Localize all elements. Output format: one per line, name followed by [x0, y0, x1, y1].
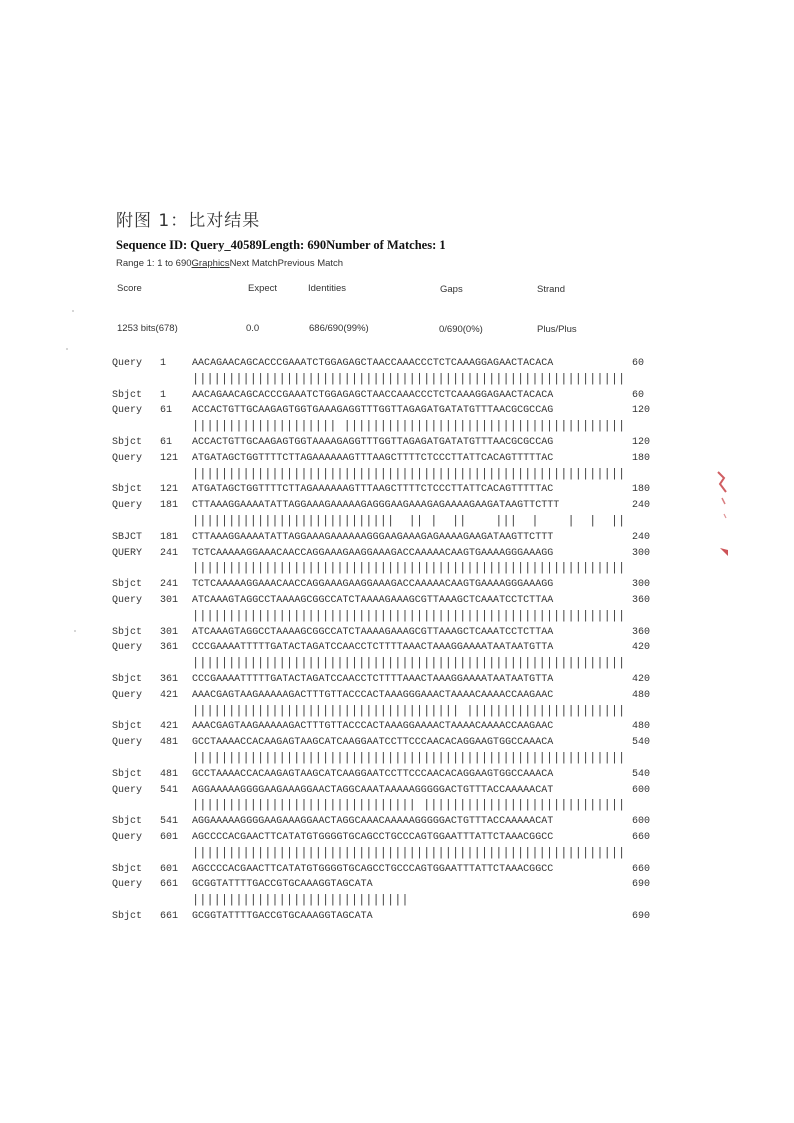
query-sequence: ATCAAAGTAGGCCTAAAAGCGGCCATCTAAAAGAAAGCGTTAAAGCTCAAATCCTCTTAA — [192, 594, 554, 606]
stats-value-score: 1253 bits(678) — [117, 323, 178, 334]
subject-label: Sbjct — [112, 626, 143, 638]
subject-sequence: AGCCCCACGAACTTCATATGTGGGGTGCAGCCTGCCCAGTGGAATTTATTCTAAACGGCC — [192, 863, 554, 875]
query-label: QUERY — [112, 547, 143, 559]
query-label: Query — [112, 689, 143, 701]
query-label: Query — [112, 500, 143, 512]
query-start: 661 — [160, 879, 179, 891]
query-label: Query — [112, 642, 143, 654]
query-sequence: GCGGTATTTTGACCGTGCAAAGGTAGCATA — [192, 879, 373, 891]
subject-label: Sbjct — [112, 579, 143, 591]
query-end: 300 — [632, 547, 651, 559]
subject-end: 420 — [632, 673, 651, 685]
query-start: 481 — [160, 737, 179, 749]
match-line: |||||||||||||||||||||||||||| || | || ||| | | | || — [192, 513, 633, 528]
match-line: |||||||||||||||||||||||||||||||||||||||||||||||||||||||||||| — [192, 561, 626, 576]
query-start: 181 — [160, 500, 179, 512]
query-end: 240 — [632, 500, 651, 512]
stats-value-strand: Plus/Plus — [537, 324, 577, 335]
subject-end: 600 — [632, 816, 651, 828]
subject-start: 181 — [160, 531, 179, 543]
subject-label: Sbjct — [112, 863, 143, 875]
subject-start: 541 — [160, 816, 179, 828]
range-text: Range 1: 1 to 690 — [116, 258, 192, 269]
range-line — [116, 258, 343, 269]
query-start: 421 — [160, 689, 179, 701]
query-label: Query — [112, 784, 143, 796]
query-start: 541 — [160, 784, 179, 796]
subject-sequence: GCGGTATTTTGACCGTGCAAAGGTAGCATA — [192, 910, 373, 922]
subject-end: 60 — [632, 389, 645, 401]
scan-mark-icon — [712, 470, 732, 560]
subject-start: 661 — [160, 910, 179, 922]
scan-speck — [66, 348, 68, 350]
stats-header-gaps: Gaps — [440, 284, 463, 295]
match-nav-links[interactable]: Next MatchPrevious Match — [229, 258, 344, 269]
subject-label: Sbjct — [112, 910, 143, 922]
subject-end: 480 — [632, 721, 651, 733]
subject-start: 1 — [160, 389, 167, 401]
query-end: 420 — [632, 642, 651, 654]
subject-label: Sbjct — [112, 768, 143, 780]
query-start: 601 — [160, 831, 179, 843]
subject-label: Sbjct — [112, 721, 143, 733]
subject-sequence: ATGATAGCTGGTTTTCTTAGAAAAAAGTTTAAGCTTTTCTCCCTTATTCACAGTTTTTAC — [192, 484, 554, 496]
stats-value-expect: 0.0 — [246, 323, 260, 334]
query-end: 180 — [632, 452, 651, 464]
match-line: |||||||||||||||||||||||||||||||||||||||||||||||||||||||||||| — [192, 845, 626, 860]
subject-end: 180 — [632, 484, 651, 496]
stats-value-identities: 686/690(99%) — [309, 323, 369, 334]
query-start: 361 — [160, 642, 179, 654]
subject-end: 540 — [632, 768, 651, 780]
subject-label: Sbjct — [112, 673, 143, 685]
scan-speck — [72, 310, 74, 312]
query-label: Query — [112, 737, 143, 749]
subject-end: 120 — [632, 436, 651, 448]
subject-sequence: TCTCAAAAAGGAAACAACCAGGAAAGAAGGAAAGACCAAAAACAAGTGAAAAGGGAAAGG — [192, 579, 554, 591]
query-start: 121 — [160, 452, 179, 464]
query-end: 120 — [632, 405, 651, 417]
query-label: Query — [112, 594, 143, 606]
subject-sequence: CCCGAAAATTTTTGATACTAGATCCAACCTCTTTTAAACTAAAGGAAAATAATAATGTTA — [192, 673, 554, 685]
subject-start: 361 — [160, 673, 179, 685]
query-label: Query — [112, 405, 143, 417]
subject-end: 360 — [632, 626, 651, 638]
match-line: ||||||||||||||||||||||||||||||| |||||||||||||||||||||||||||| — [192, 798, 626, 813]
query-end: 690 — [632, 879, 651, 891]
query-sequence: AGGAAAAAGGGGAAGAAAGGAACTAGGCAAATAAAAAGGGGGACTGTTTACCAAAAACAT — [192, 784, 554, 796]
subject-end: 240 — [632, 531, 651, 543]
query-sequence: CCCGAAAATTTTTGATACTAGATCCAACCTCTTTTAAACTAAAGGAAAATAATAATGTTA — [192, 642, 554, 654]
subject-label: SBJCT — [112, 531, 143, 543]
match-line: |||||||||||||||||||||||||||||||||||||||||||||||||||||||||||| — [192, 656, 626, 671]
query-start: 241 — [160, 547, 179, 559]
scan-speck — [74, 630, 76, 632]
query-label: Query — [112, 358, 143, 369]
subject-sequence: AGGAAAAAGGGGAAGAAAGGAACTAGGCAAACAAAAAGGGGGACTGTTTACCAAAAACAT — [192, 816, 554, 828]
subject-start: 481 — [160, 768, 179, 780]
subject-end: 660 — [632, 863, 651, 875]
subject-label: Sbjct — [112, 436, 143, 448]
query-sequence: TCTCAAAAAGGAAACAACCAGGAAAGAAGGAAAGACCAAAAACAAGTGAAAAGGGAAAGG — [192, 547, 554, 559]
subject-sequence: ACCACTGTTGCAAGAGTGGTAAAAGAGGTTTGGTTAGAGATGATATGTTTAACGCGCCAG — [192, 436, 554, 448]
subject-sequence: CTTAAAGGAAAATATTAGGAAAGAAAAAAGGGAAGAAAGAGAAAAGAAGATAAGTTCTTT — [192, 531, 554, 543]
match-line: |||||||||||||||||||||||||||||||||||||||||||||||||||||||||||| — [192, 466, 626, 481]
query-start: 61 — [160, 405, 173, 417]
query-end: 360 — [632, 594, 651, 606]
subject-start: 241 — [160, 579, 179, 591]
query-end: 60 — [632, 358, 645, 369]
match-line: |||||||||||||||||||||||||||||||||||||||||||||||||||||||||||| — [192, 371, 626, 386]
subject-end: 300 — [632, 579, 651, 591]
query-sequence: GCCTAAAACCACAAGAGTAAGCATCAAGGAATCCTTCCCAACACAGGAAGTGGCCAAACA — [192, 737, 554, 749]
match-line: |||||||||||||||||||||||||||||||||||||||||||||||||||||||||||| — [192, 608, 626, 623]
subject-start: 421 — [160, 721, 179, 733]
query-sequence: ACCACTGTTGCAAGAGTGGTGAAAGAGGTTTGGTTAGAGATGATATGTTTAACGCGCCAG — [192, 405, 554, 417]
query-sequence: AGCCCCACGAACTTCATATGTGGGGTGCAGCCTGCCCAGTGGAATTTATTCTAAACGGCC — [192, 831, 554, 843]
subject-sequence: GCCTAAAACCACAAGAGTAAGCATCAAGGAATCCTTCCCAACACAGGAAGTGGCCAAACA — [192, 768, 554, 780]
stats-header-expect: Expect — [248, 283, 278, 294]
stats-header-identities: Identities — [308, 283, 347, 294]
query-end: 540 — [632, 737, 651, 749]
match-line: |||||||||||||||||||| ||||||||||||||||||||||||||||||||||||||| — [192, 419, 626, 434]
sequence-header: Sequence ID: Query_40589Length: 690Number of Matches: 1 — [116, 238, 446, 252]
match-line: ||||||||||||||||||||||||||||||||||||| |||||||||||||||||||||| — [192, 703, 626, 718]
match-line: |||||||||||||||||||||||||||||||||||||||||||||||||||||||||||| — [192, 750, 626, 765]
query-label: Query — [112, 879, 143, 891]
stats-header-score: Score — [117, 283, 142, 294]
query-sequence: CTTAAAGGAAAATATTAGGAAAGAAAAAGAGGGAAGAAAGAGAAAAGAAGATAAGTTCTTT — [192, 500, 560, 512]
query-label: Query — [112, 831, 143, 843]
query-start: 301 — [160, 594, 179, 606]
subject-start: 601 — [160, 863, 179, 875]
subject-start: 121 — [160, 484, 179, 496]
query-end: 480 — [632, 689, 651, 701]
query-label: Query — [112, 452, 143, 464]
query-start: 1 — [160, 358, 167, 369]
subject-sequence: ATCAAAGTAGGCCTAAAAGCGGCCATCTAAAAGAAAGCGTTAAAGCTCAAATCCTCTTAA — [192, 626, 554, 638]
subject-label: Sbjct — [112, 816, 143, 828]
subject-label: Sbjct — [112, 484, 143, 496]
page-title: 附图 1：比对结果 — [116, 211, 261, 231]
subject-start: 301 — [160, 626, 179, 638]
query-end: 600 — [632, 784, 651, 796]
stats-header-strand: Strand — [537, 284, 565, 295]
query-end: 660 — [632, 831, 651, 843]
query-sequence: AACAGAACAGCACCCGAAATCTGGAGAGCTAACCAAACCCTCTCAAAGGAGAACTACACA — [192, 358, 554, 369]
match-line: |||||||||||||||||||||||||||||| — [192, 893, 409, 908]
subject-sequence: AAACGAGTAAGAAAAAGACTTTGTTACCCACTAAAGGAAAACTAAAACAAAACCAAGAAC — [192, 721, 554, 733]
query-sequence: AAACGAGTAAGAAAAAGACTTTGTTACCCACTAAAGGGAAACTAAAACAAAACCAAGAAC — [192, 689, 554, 701]
subject-start: 61 — [160, 436, 173, 448]
subject-end: 690 — [632, 910, 651, 922]
query-sequence: ATGATAGCTGGTTTTCTTAGAAAAAAGTTTAAGCTTTTCTCCCTTATTCACAGTTTTTAC — [192, 452, 554, 464]
subject-label: Sbjct — [112, 389, 143, 401]
stats-value-gaps: 0/690(0%) — [439, 324, 483, 335]
graphics-link[interactable]: Graphics — [191, 258, 230, 269]
subject-sequence: AACAGAACAGCACCCGAAATCTGGAGAGCTAACCAAACCCTCTCAAAGGAGAACTACACA — [192, 389, 554, 401]
